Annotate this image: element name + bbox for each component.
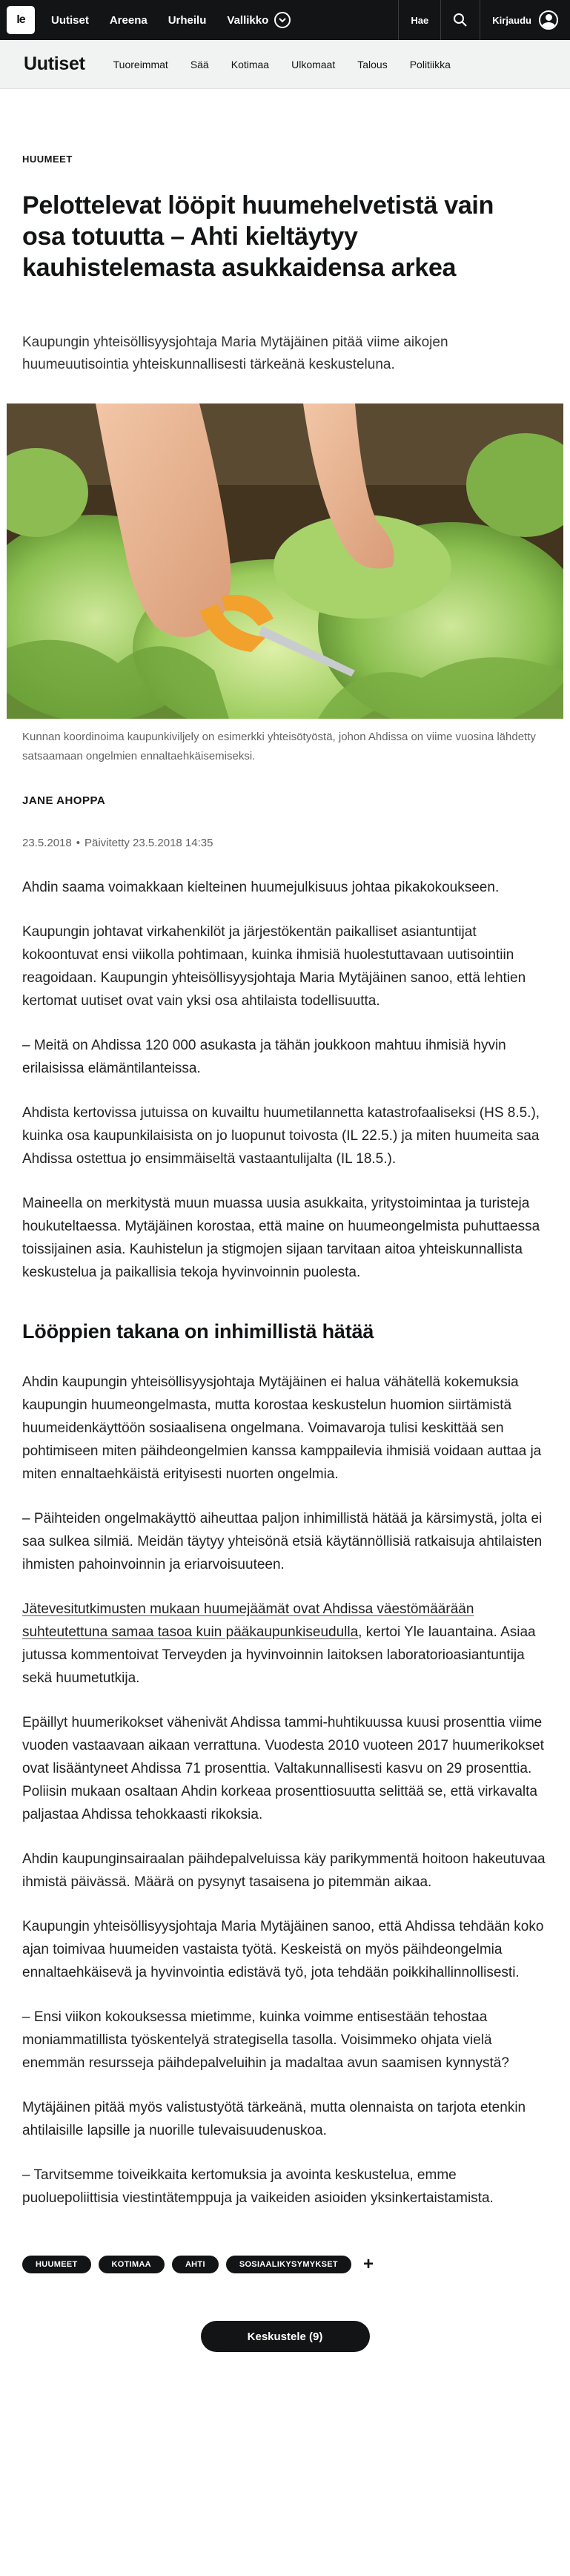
search-icon bbox=[453, 13, 468, 27]
nav-uutiset[interactable]: Uutiset bbox=[51, 13, 89, 27]
chevron-down-icon bbox=[274, 12, 291, 28]
tag-sosiaalikysymykset[interactable]: SOSIAALIKYSYMYKSET bbox=[226, 2256, 351, 2273]
paragraph: – Ensi viikon kokouksessa mietimme, kuinka voimme entisestään tehostaa moniammatillista työskentelyä strategisella tasolla. Voisimmeko ohjata vielä enemmän resursseja päihdepalveluihin ja madaltaa avun saamisen kynnystä? bbox=[22, 2009, 509, 2071]
tag-ahti[interactable]: AHTI bbox=[172, 2256, 219, 2273]
paragraph: Ahdin saama voimakkaan kielteinen huumejulkisuus johtaa pikakokoukseen. bbox=[22, 880, 500, 895]
section-nav-politiikka[interactable]: Politiikka bbox=[409, 58, 451, 70]
article-dateline bbox=[22, 837, 548, 849]
tag-huumeet[interactable]: HUUMEET bbox=[22, 2256, 91, 2273]
section-nav-tuoreimmat[interactable]: Tuoreimmat bbox=[113, 58, 168, 70]
more-tags-plus-icon[interactable]: + bbox=[362, 2254, 374, 2274]
paragraph: Epäillyt huumerikokset vähenivät Ahdissa tammi-huhtikuussa kuusi prosenttia viime vuoden vastaavaan aikaan verrattuna. Vuodesta 2010 vuoteen 2017 huumerikokset ovat lisääntyneet Ahdissa 71 prosenttia. Valtakunnallisesti kasvu on 29 prosenttia. Poliisin mukaan osaltaan Ahdin korkeaa prosenttiosuutta selittää se, että virkavalta paljastaa Ahdissa tehokkaasti rikoksia. bbox=[22, 1715, 544, 1822]
date-separator: • bbox=[76, 837, 80, 849]
image-caption: Kunnan koordinoima kaupunkiviljely on esimerkki yhteisötyöstä, johon Ahdissa on viime vuosina lähdetty satsaamaan ongelmien ennaltaehkäisemiseksi. bbox=[22, 731, 536, 762]
paragraph: Maineella on merkitystä muun muassa uusia asukkaita, yritystoimintaa ja turisteja houkuteltaessa. Mytäjäinen korostaa, että maine on huumeongelmista puhuttaessa toissijainen asia. Kauhistelun ja stigmojen sijaan tarvitaan aitoa yhteiskunnallista keskustelua ja paikallisia tekoja hyvinvoinnin puolesta. bbox=[22, 1196, 540, 1280]
login-button[interactable] bbox=[480, 0, 570, 40]
section-nav-saa[interactable]: Sää bbox=[190, 58, 209, 70]
paragraph: Kaupungin johtavat virkahenkilöt ja järjestökentän paikalliset asiantuntijat kokoontuvat ensi viikolla pohtimaan, kuinka ihmisiä huolestuttavaan uutisointiin reagoidaan. Kaupungin yhteisöllisyysjohtaja Maria Mytäjäinen sanoo, että lehtien kertomat uutiset ovat vain yksi osa ahtilaista todellisuutta. bbox=[22, 924, 526, 1009]
paragraph: Ahdista kertovissa jutuissa on kuvailtu huumetilannetta katastrofaaliseksi (HS 8.5.), kuinka osa kaupunkilaisista on jo luopunut toivosta (IL 22.5.) ja miten huumeita saa Ahdissa ostettua jo ensimmäiseltä vastaantulijalta (IL 18.5.). bbox=[22, 1105, 540, 1167]
paragraph-with-link bbox=[22, 1598, 548, 1690]
link-paragraph-text: , kertoi Yle lauantaina. Asiaa jutussa kommentoivat Terveyden ja hyvinvoinnin laitoksen laboratorioasiantuntija sekä huumetutkija. bbox=[22, 1624, 536, 1686]
article-author[interactable]: JANE AHOPPA bbox=[22, 794, 106, 807]
paragraph: – Tarvitsemme toiveikkaita kertomuksia ja avointa keskustelua, emme puoluepoliittisia viestintätemppuja ja vaikeiden asioiden yksinkertaistamista. bbox=[22, 2167, 494, 2206]
nav-areena[interactable]: Areena bbox=[109, 13, 148, 27]
main-nav bbox=[51, 0, 291, 40]
external-article-link[interactable]: Jätevesitutkimusten mukaan huumejäämät ovat Ahdissa väestömäärään suhteutettuna samaa tasoa kuin pääkaupunkiseudulla bbox=[22, 1601, 474, 1640]
paragraph: – Meitä on Ahdissa 120 000 asukasta ja tähän joukkoon mahtuu ihmisiä hyvin erilaisissa elämäntilanteissa. bbox=[22, 1038, 506, 1076]
paragraph: – Päihteiden ongelmakäyttö aiheuttaa paljon inhimillistä hätää ja kärsimystä, jolta ei saa sulkea silmiä. Meidän täytyy yhteisönä etsiä käytännöllisiä ratkaisuja ahtilaisten ihmisten pahoinvoinnin ja eriarvoisuuteen. bbox=[22, 1511, 543, 1572]
comments-label: Keskustele (9) bbox=[247, 2330, 323, 2343]
nav-urheilu[interactable]: Urheilu bbox=[168, 13, 207, 27]
article-subheading: Lööppien takana on inhimillistä hätää bbox=[22, 1320, 374, 1343]
search-label: Hae bbox=[411, 14, 429, 26]
paragraph: Ahdin kaupunginsairaalan päihdepalveluissa käy parikymmentä hoitoon hakeutuvaa ihmistä päivässä. Määrä on pysynyt tasaisena jo pitemmän aikaa. bbox=[22, 1851, 546, 1890]
section-nav-kotimaa[interactable]: Kotimaa bbox=[231, 58, 270, 70]
article-title: Pelottelevat lööpit huumehelvetistä vain osa totuutta – Ahti kieltäytyy kauhistelemasta asukkaidensa arkea bbox=[22, 191, 494, 282]
paragraph: Ahdin kaupungin yhteisöllisyysjohtaja Mytäjäinen ei halua vähätellä kokemuksia kaupungin huumeongelmasta, mutta korostaa keskustelun huomion siirtämistä huumeidenkäyttöön sosiaalisena ongelmana. Voimavaroja tulisi keskittää sen pohtimiseen miten päihdeongelmien kanssa kamppailevia ihmisiä voidaan auttaa ja miten ennaltaehkäistä erityisesti nuorten ongelmia. bbox=[22, 1374, 542, 1482]
top-navigation-bar bbox=[0, 0, 570, 40]
lettuce-garden-image bbox=[7, 403, 563, 719]
article-text bbox=[22, 876, 548, 2210]
user-icon bbox=[539, 10, 558, 30]
paragraph: Mytäjäinen pitää myös valistustyötä tärkeänä, mutta olennaista on tarjota etenkin ahtilaisille lapsille ja nuorille tulevaisuudenuskoa. bbox=[22, 2100, 526, 2138]
article-tags bbox=[22, 2254, 548, 2275]
article-kicker[interactable]: HUUMEET bbox=[22, 154, 73, 165]
section-nav-talous[interactable]: Talous bbox=[357, 58, 388, 70]
section-bar bbox=[0, 40, 570, 89]
top-right-actions bbox=[398, 0, 570, 40]
published-date: 23.5.2018 bbox=[22, 837, 72, 849]
article-body bbox=[0, 728, 570, 2367]
search-icon-button[interactable] bbox=[440, 0, 480, 40]
article bbox=[0, 154, 570, 376]
nav-vallikko-label: Vallikko bbox=[227, 13, 269, 27]
section-title[interactable]: Uutiset bbox=[24, 53, 85, 74]
article-lead: Kaupungin yhteisöllisyysjohtaja Maria Mytäjäinen pitää viime aikojen huumeuutisointia yhteiskunnallisesti tärkeänä keskusteluna. bbox=[22, 335, 448, 372]
yle-logo[interactable]: Ie bbox=[7, 6, 35, 34]
section-nav bbox=[113, 59, 451, 70]
article-hero-image bbox=[7, 403, 563, 719]
section-nav-ulkomaat[interactable]: Ulkomaat bbox=[291, 58, 336, 70]
tag-kotimaa[interactable]: KOTIMAA bbox=[99, 2256, 165, 2273]
updated-date: Päivitetty 23.5.2018 14:35 bbox=[84, 837, 213, 849]
nav-vallikko[interactable] bbox=[227, 12, 291, 28]
paragraph: Kaupungin yhteisöllisyysjohtaja Maria Mytäjäinen sanoo, että Ahdissa tehdään koko ajan toimivaa huumeiden vastaista työtä. Keskeistä on myös päihdeongelmia ennaltaehkäisevä ja hyvinvointia edistävä työ, jota tehdään poikkihallinnollisesti. bbox=[22, 1919, 544, 1980]
search-button[interactable] bbox=[398, 0, 440, 40]
comments-button[interactable] bbox=[201, 2321, 370, 2352]
login-label: Kirjaudu bbox=[492, 14, 531, 26]
